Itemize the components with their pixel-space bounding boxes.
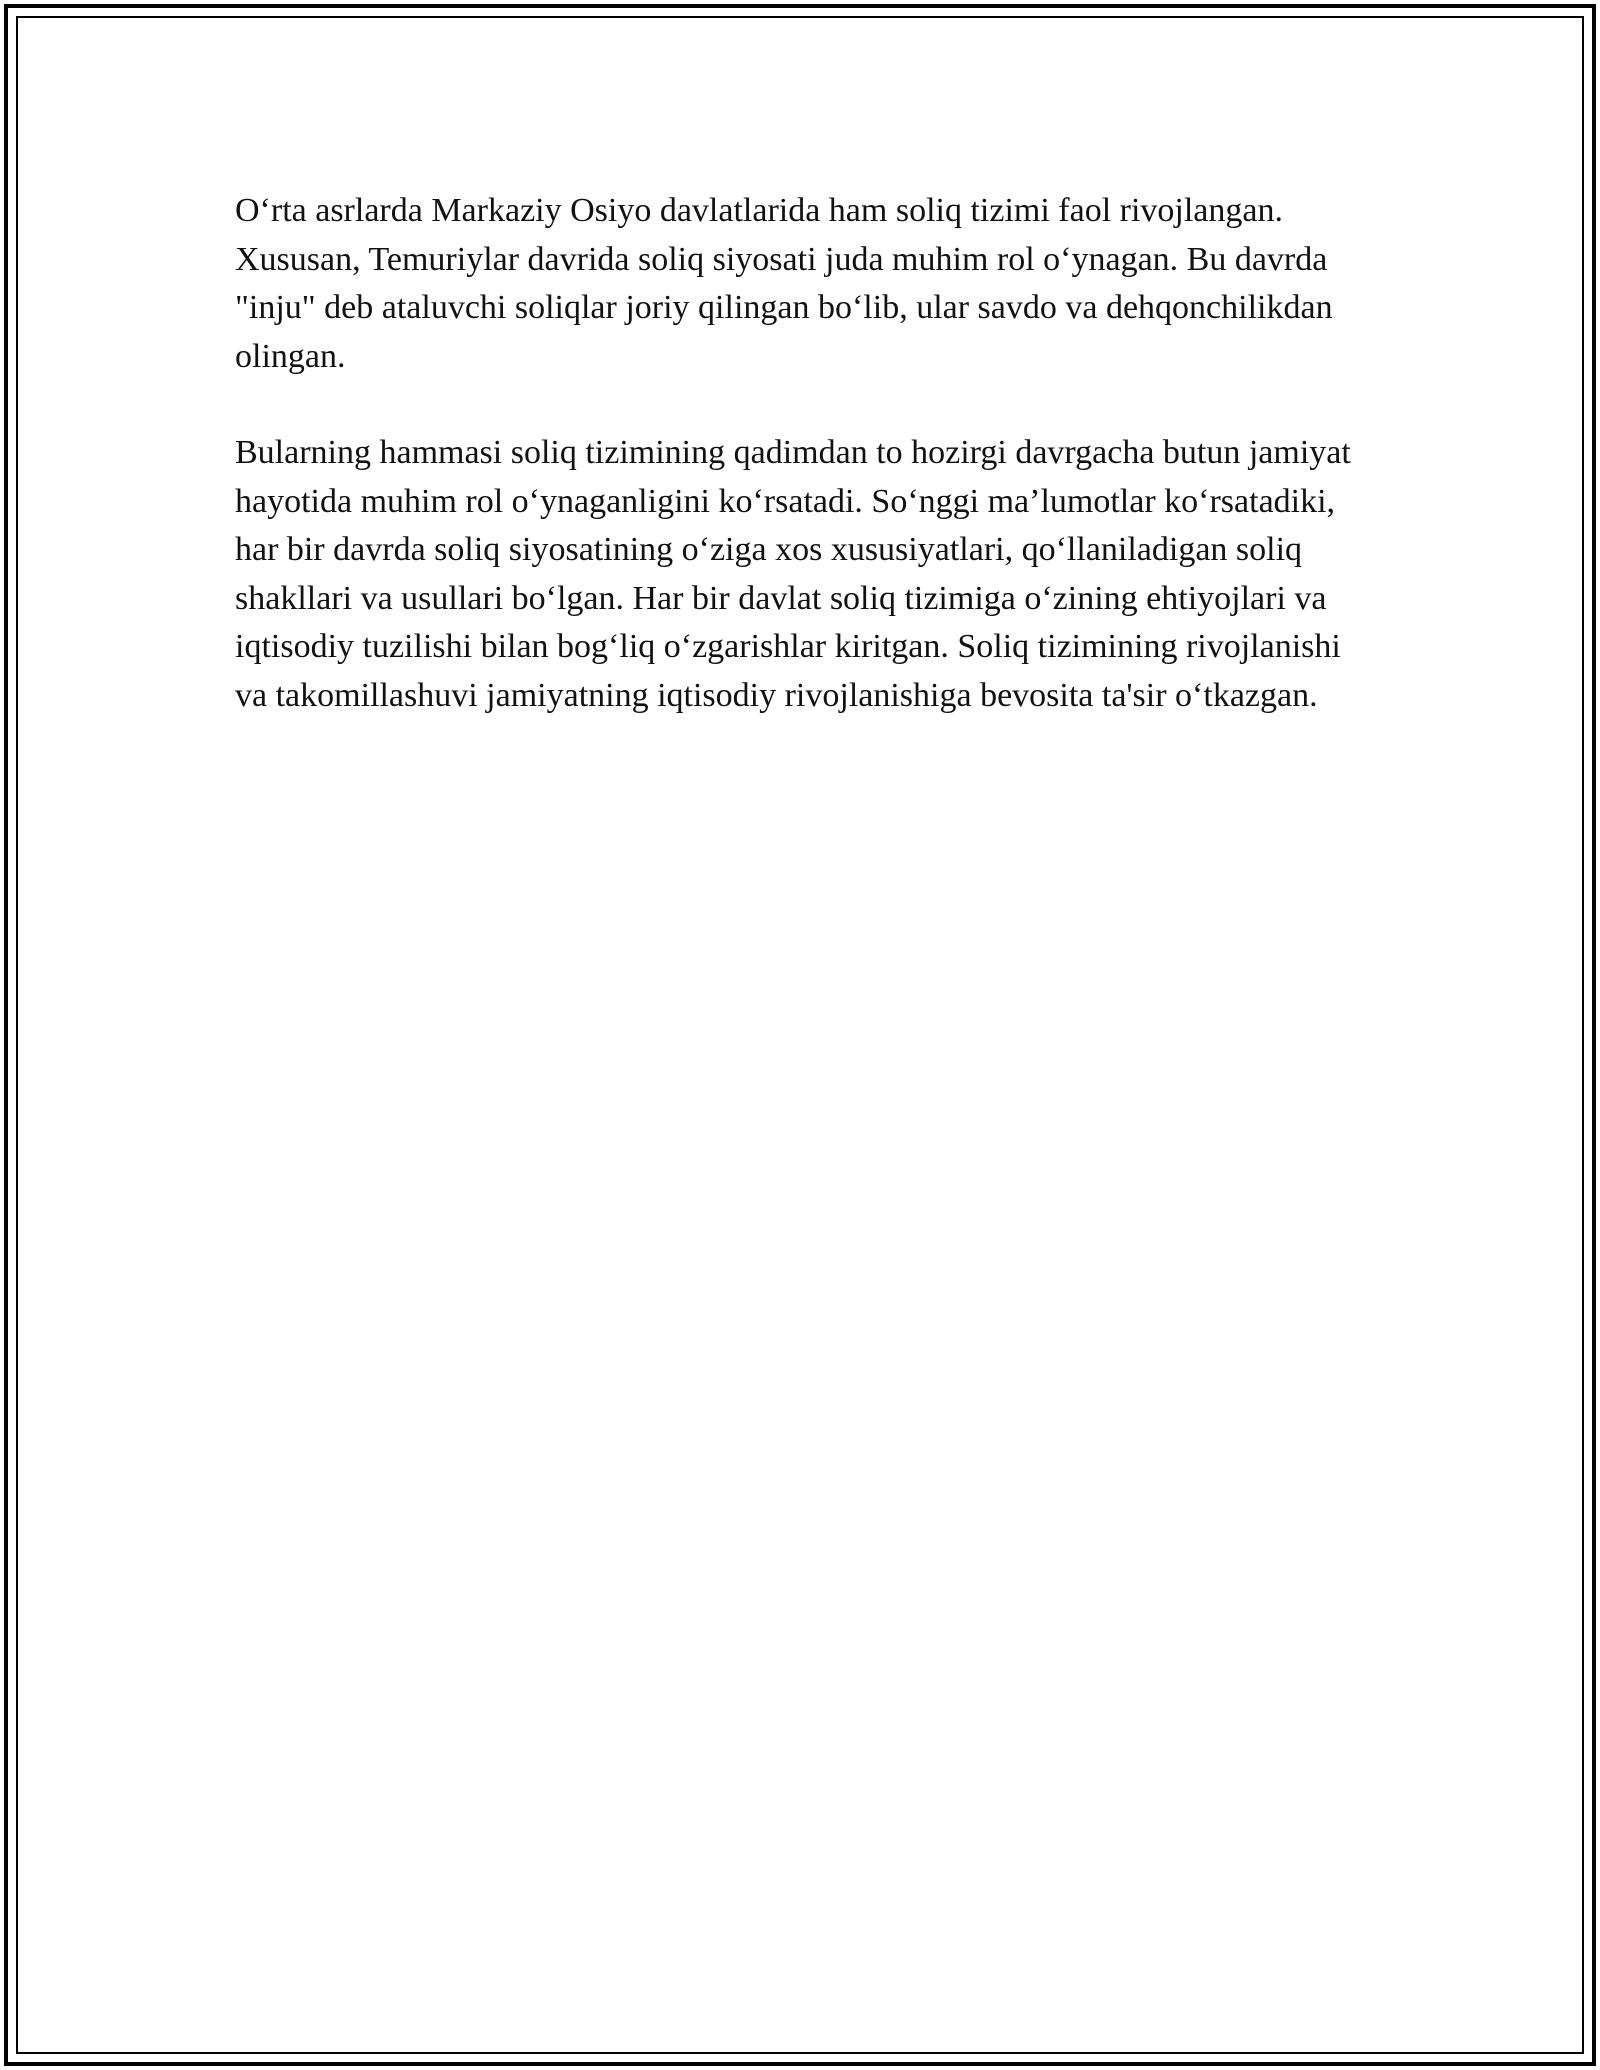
document-body xyxy=(235,187,1375,768)
paragraph-1: O‘rta asrlarda Markaziy Osiyo davlatlarida ham soliq tizimi faol rivojlangan. Xususan, Temuriylar davrida soliq siyosati juda muhim rol o‘ynagan. Bu davrda "inju" deb ataluvchi soliqlar joriy qilingan bo‘lib, ular savdo va dehqonchilikdan olingan. xyxy=(235,192,1333,375)
paragraph-2: Bularning hammasi soliq tizimining qadimdan to hozirgi davrgacha butun jamiyat hayotida muhim rol o‘ynaganligini ko‘rsatadi. So‘nggi ma’lumotlar ko‘rsatadiki, har bir davrda soliq siyosatining o‘ziga xos xususiyatlari, qo‘llaniladigan soliq shakllari va usullari bo‘lgan. Har bir davlat soliq tizimiga o‘zining ehtiyojlari va iqtisodiy tuzilishi bilan bog‘liq o‘zgarishlar kiritgan. Soliq tizimining rivojlanishi va takomillashuvi jamiyatning iqtisodiy rivojlanishiga bevosita ta'sir o‘tkazgan. xyxy=(235,434,1351,714)
